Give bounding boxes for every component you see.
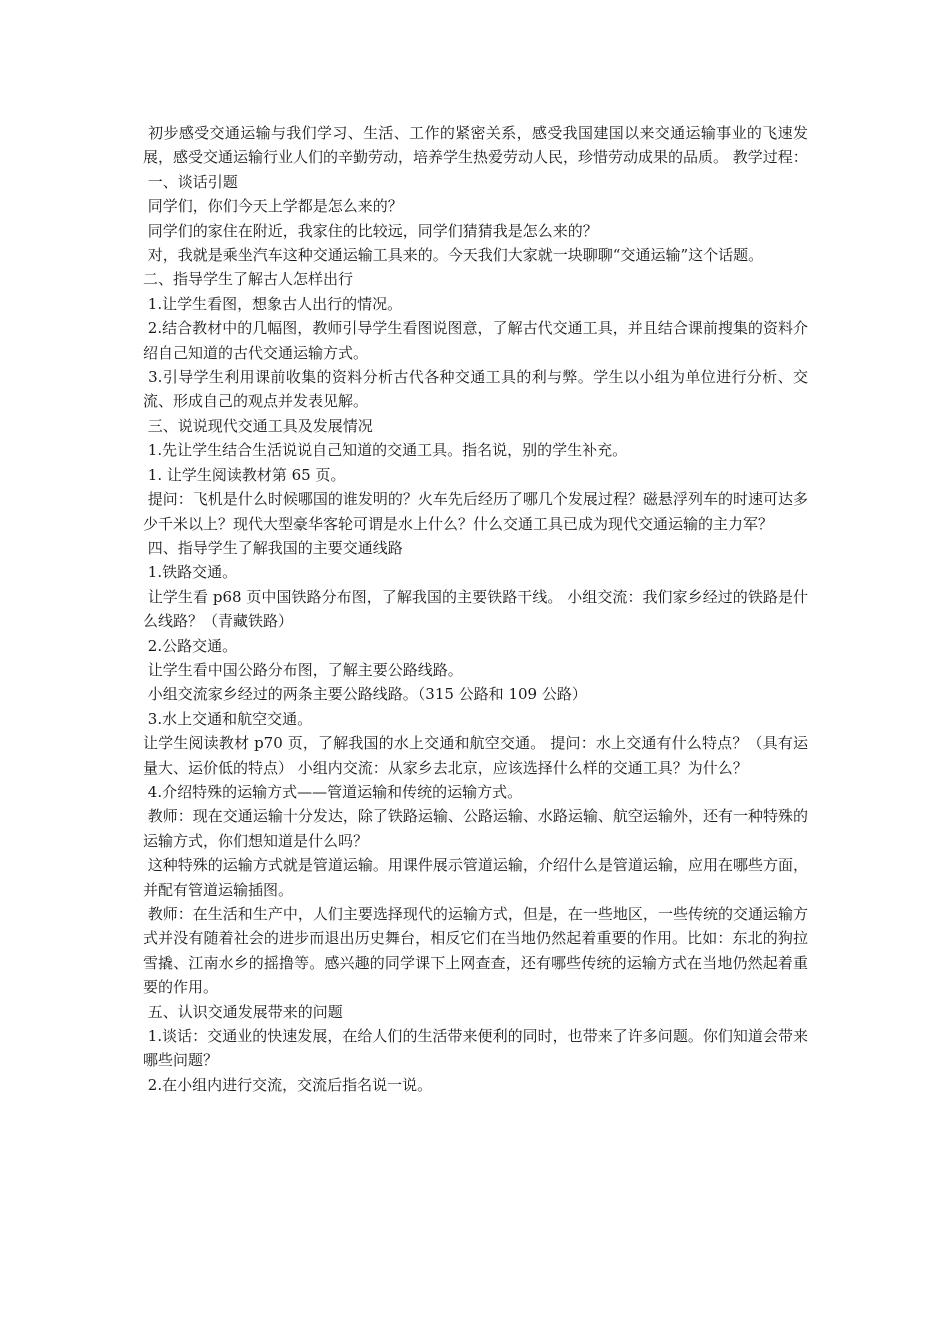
paragraph: 同学们的家住在附近，我家住的比较远，同学们猜猜我是怎么来的？ [143,221,598,240]
paragraph: 2.公路交通。 [143,636,238,655]
paragraph: 这种特殊的运输方式就是管道运输。用课件展示管道运输，介绍什么是管道运输，应用在哪些方面，并配有管道运输插图。 [143,856,808,899]
heading-section-1: 一、谈话引题 [143,172,238,191]
paragraph: 提问：飞机是什么时候哪国的谁发明的？火车先后经历了哪几个发展过程？磁悬浮列车的时速可达多少千米以上？现代大型豪华客轮可谓是水上什么？什么交通工具已成为现代交通运输的主力军？ [143,490,808,533]
paragraph: 3.引导学生利用课前收集的资料分析古代各种交通工具的利与弊。学生以小组为单位进行分析、交流、形成自己的观点并发表见解。 [143,368,808,411]
paragraph: 教师：在生活和生产中，人们主要选择现代的运输方式，但是，在一些地区，一些传统的交通运输方式并没有随着社会的进步而退出历史舞台，相反它们在当地仍然起着重要的作用。比如：东北的狗拉雪撬、江南水乡的摇撸等。感兴趣的同学课下上网查查，还有哪些传统的运输方式在当地仍然起着重要的作用。 [143,905,808,997]
paragraph: 1. 让学生阅读教材第 65 页。 [143,465,346,484]
paragraph-objectives: 初步感受交通运输与我们学习、生活、工作的紧密关系，感受我国建国以来交通运输事业的飞速发展，感受交通运输行业人们的辛勤劳动，培养学生热爱劳动人民，珍惜劳动成果的品质。 教学过程： [143,124,808,167]
heading-section-4: 四、指导学生了解我国的主要交通线路 [143,538,403,557]
heading-section-2: 二、指导学生了解古人怎样出行 [143,270,354,289]
heading-section-3: 三、说说现代交通工具及发展情况 [143,416,373,435]
paragraph: 对，我就是乘坐汽车这种交通运输工具来的。今天我们大家就一块聊聊“交通运输”这个话题。 [143,246,764,265]
paragraph: 教师：现在交通运输十分发达，除了铁路运输、公路运输、水路运输、航空运输外，还有一种特殊的运输方式，你们想知道是什么吗？ [143,807,808,850]
paragraph: 同学们，你们今天上学都是怎么来的？ [143,197,403,216]
paragraph: 1.让学生看图，想象古人出行的情况。 [143,294,403,313]
paragraph: 4.介绍特殊的运输方式——管道运输和传统的运输方式。 [143,782,523,801]
paragraph: 1.先让学生结合生活说说自己知道的交通工具。指名说，别的学生补充。 [143,441,628,460]
paragraph: 2.结合教材中的几幅图，教师引导学生看图说图意，了解古代交通工具，并且结合课前搜集的资料介绍自己知道的古代交通运输方式。 [143,319,808,362]
paragraph: 让学生看 p68 页中国铁路分布图，了解我国的主要铁路干线。 小组交流：我们家乡经过的铁路是什么线路？（青藏铁路） [143,587,808,631]
paragraph: 1.铁路交通。 [143,563,238,582]
paragraph: 让学生阅读教材 p70 页，了解我国的水上交通和航空交通。 提问：水上交通有什么特点？（具有运量大、运价低的特点） 小组内交流：从家乡去北京，应该选择什么样的交通工具？为什么？ [143,734,808,777]
paragraph: 小组交流家乡经过的两条主要公路线路。（315 公路和 109 公路） [143,685,587,704]
paragraph: 让学生看中国公路分布图，了解主要公路线路。 [143,660,463,679]
paragraph: 3.水上交通和航空交通。 [143,709,313,728]
paragraph: 2.在小组内进行交流，交流后指名说一说。 [143,1075,433,1094]
document-body [143,121,808,1097]
paragraph: 1.谈话：交通业的快速发展，在给人们的生活带来便利的同时，也带来了许多问题。你们知道会带来哪些问题？ [143,1027,808,1070]
heading-section-5: 五、认识交通发展带来的问题 [143,1002,343,1021]
